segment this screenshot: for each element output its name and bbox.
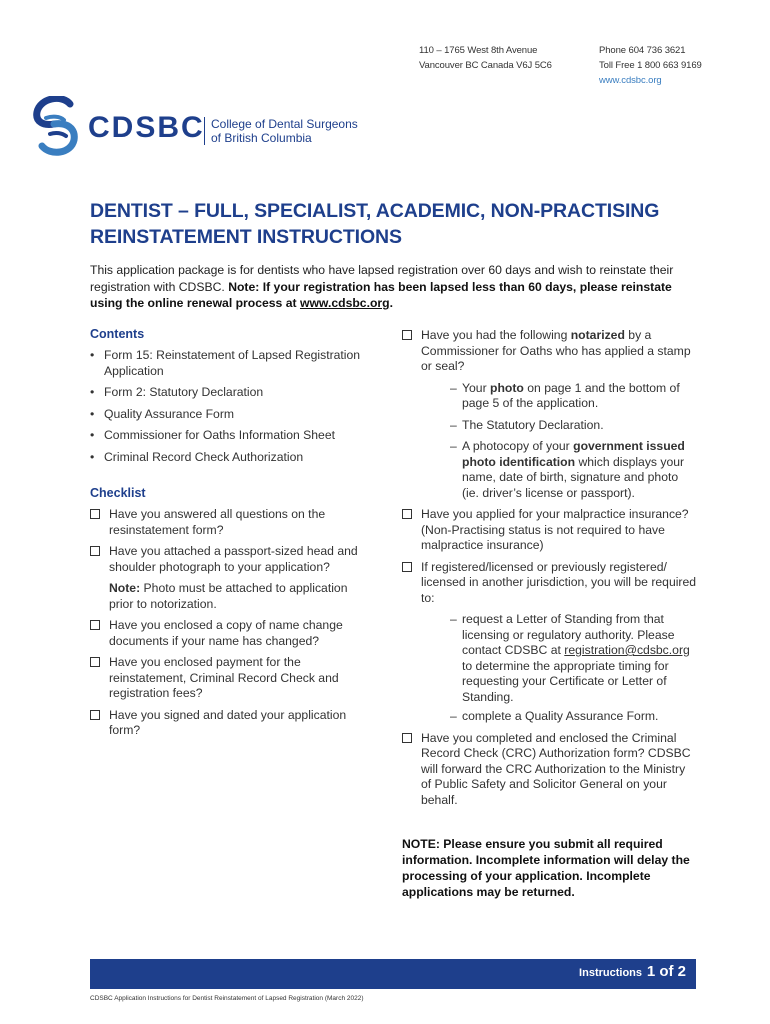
cdsbc-logo-icon [32, 96, 82, 156]
checklist-text: Have you applied for your malpractice insurance? (Non-Practising status is not required to have malpractice insurance) [421, 507, 689, 552]
checkbox[interactable] [90, 546, 100, 556]
note-text: Photo must be attached to application prior to notorization. [109, 581, 348, 611]
page-number: 1 of 2 [646, 963, 686, 980]
page-title [90, 198, 659, 250]
list-item: • Commissioner for Oaths Information Sheet [90, 428, 380, 444]
sub-bold: government issued photo identification [462, 439, 685, 469]
sub-text: The Statutory Declaration. [462, 417, 604, 432]
logo-subtitle-line2: of British Columbia [211, 131, 312, 145]
checkbox[interactable] [402, 733, 412, 743]
checklist-item-crc [402, 731, 697, 809]
checklist-note [90, 581, 370, 612]
checklist-item [90, 618, 370, 649]
checklist-item [90, 507, 370, 538]
checklist-text: Have you signed and dated your application form? [109, 707, 347, 737]
intro-text: This application package is for dentists who have lapsed registration over 60 days and wish to reinstate their registration with CDSBC. [90, 263, 674, 294]
list-item: • Form 2: Statutory Declaration [90, 385, 380, 401]
checklist-text: Have you enclosed a copy of name change documents if your name has changed? [109, 618, 343, 648]
address-line1: 110 – 1765 West 8th Avenue [419, 45, 538, 56]
sub-text: A photocopy of your [462, 439, 574, 453]
important-note: NOTE: Please ensure you submit all required information. Incomplete information will delay the processing of your application. Incomplete applications may be returned. [402, 837, 690, 899]
footer-caption: CDSBC Application Instructions for Dentist Reinstatement of Lapsed Registration (March 2022) [90, 995, 364, 1002]
checklist-item [90, 655, 370, 702]
website-link[interactable]: www.cdsbc.org [599, 75, 662, 86]
intro-end: . [389, 296, 393, 310]
checklist-bold: notarized [570, 328, 625, 342]
checklist-item-notarized [402, 328, 697, 375]
sub-item: – request a Letter of Standing from that licensing or regulatory authority. Please contact CDSBC at registration@cdsbc.org to determine the appropriate timing for requesting your Certificate or Letter of Standing. [450, 612, 690, 704]
checkbox[interactable] [402, 562, 412, 572]
page-title-line1: DENTIST – FULL, SPECIALIST, ACADEMIC, NON-PRACTISING [90, 200, 660, 222]
sub-text: complete a Quality Assurance Form. [462, 709, 659, 723]
notarized-sublist [402, 381, 697, 502]
list-item: • Quality Assurance Form [90, 407, 380, 423]
phone-number: Phone 604 736 3621 [599, 45, 686, 56]
right-checklist [402, 328, 697, 808]
note-label: Note: [109, 581, 141, 595]
checklist-heading: Checklist [90, 486, 146, 500]
checkbox[interactable] [90, 657, 100, 667]
checklist-item-malpractice [402, 507, 697, 554]
checklist-item [90, 708, 370, 739]
checklist-item [90, 544, 370, 575]
checkbox[interactable] [90, 620, 100, 630]
checklist-text: by a Commissioner for Oaths who has applied a stamp or seal? [421, 328, 691, 373]
logo-subtitle [204, 117, 358, 145]
address-line2: Vancouver BC Canada V6J 5C6 [419, 60, 552, 71]
checklist-text: Have you enclosed payment for the reinstatement, Criminal Record Check and registration fees? [109, 655, 339, 700]
sub-item: – complete a Quality Assurance Form. [450, 709, 659, 723]
checklist [90, 507, 370, 739]
checklist-text: Have you answered all questions on the resinstatement form? [109, 507, 326, 537]
checklist-item-registered [402, 560, 697, 607]
checklist-text: Have you completed and enclosed the Criminal Record Check (CRC) Authorization form? CDSBC will forward the CRC Authorization to the Ministry of Public Safety and Solicitor General on your behalf. [421, 730, 691, 807]
logo-wordmark: CDSBC [88, 111, 205, 144]
intro-note: Note: If your registration has been lapsed less than 60 days, please reinstate using the online renewal process at [90, 279, 672, 310]
checklist-text: Have you had the following [421, 328, 571, 342]
footer-bar [90, 959, 696, 989]
list-item: • Form 15: Reinstatement of Lapsed Registration Application [90, 348, 380, 379]
sub-bold: photo [490, 380, 524, 395]
sub-text: to determine the appropriate timing for requesting your Certificate or Letter of Standing. [462, 658, 669, 704]
contact-block [599, 43, 702, 88]
contents-heading: Contents [90, 327, 145, 341]
address-block [419, 43, 552, 73]
logo-subtitle-line1: College of Dental Surgeons [211, 117, 358, 131]
checkbox[interactable] [402, 330, 412, 340]
checklist-text: If registered/licensed or previously registered/ licensed in another jurisdiction, you will be required to: [421, 559, 697, 605]
sub-item: – A photocopy of your government issued photo identification which displays your name, date of birth, signature and photo (ie. driver’s license or passport). [450, 439, 685, 500]
sub-item: – The Statutory Declaration. [450, 417, 604, 432]
checkbox[interactable] [402, 509, 412, 519]
sub-item: – Your photo on page 1 and the bottom of page 5 of the application. [450, 380, 680, 410]
sub-text: request a Letter of Standing from that licensing or regulatory authority. Please contact CDSBC at [462, 612, 675, 657]
contents-list [90, 348, 380, 465]
checkbox[interactable] [90, 710, 100, 720]
intro-paragraph [90, 262, 700, 312]
intro-link[interactable]: www.cdsbc.org [299, 296, 390, 310]
registration-email-link[interactable]: registration@cdsbc.org [564, 643, 690, 657]
checkbox[interactable] [90, 509, 100, 519]
registered-sublist [402, 612, 697, 725]
footer-label: Instructions [579, 967, 642, 979]
page-title-line2: REINSTATEMENT INSTRUCTIONS [90, 226, 402, 248]
checklist-text: Have you attached a passport-sized head and shoulder photograph to your application? [109, 544, 358, 574]
sub-text: on page 1 and the bottom of page 5 of the application. [462, 380, 680, 410]
tollfree-number: Toll Free 1 800 663 9169 [599, 60, 702, 71]
sub-text: Your [462, 380, 491, 395]
list-item: • Criminal Record Check Authorization [90, 450, 380, 466]
sub-text: which displays your name, date of birth, signature and photo (ie. driver’s license or passport). [462, 454, 685, 500]
